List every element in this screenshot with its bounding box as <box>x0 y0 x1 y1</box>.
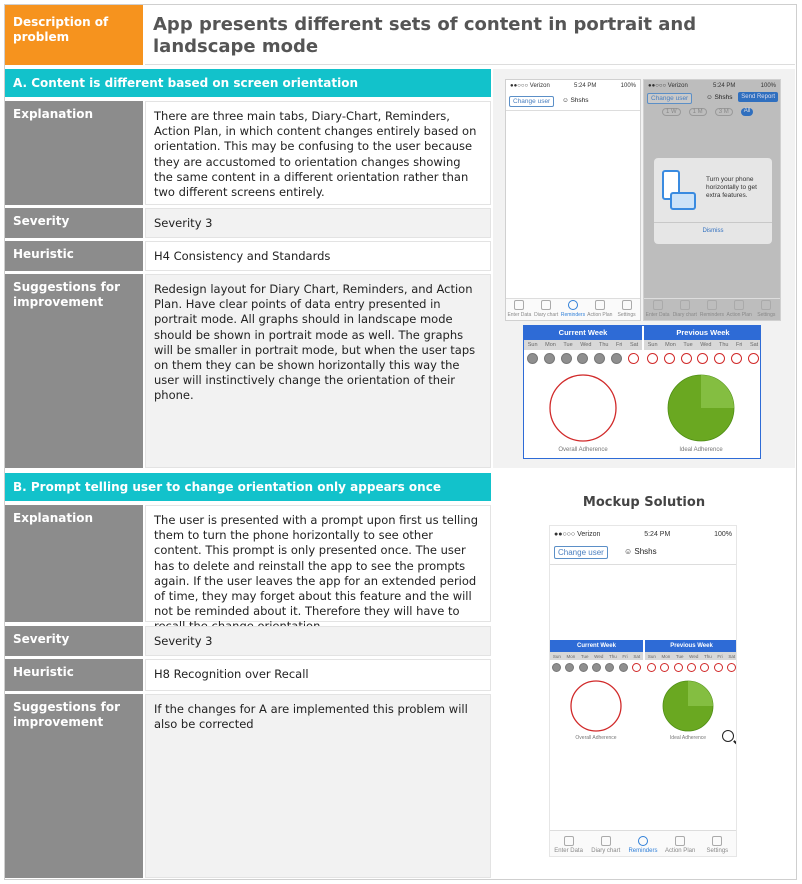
tab-action-plan[interactable]: Action Plan <box>586 300 613 318</box>
carrier: ●●○○○ Verizon <box>648 83 688 89</box>
send-report-button[interactable]: Send Report <box>738 92 778 102</box>
user-name-text: Shshs <box>570 97 589 104</box>
range-1w[interactable]: 1 W <box>662 108 681 116</box>
day-dot-fri[interactable] <box>611 353 622 364</box>
day-dot-wed[interactable] <box>592 663 601 672</box>
a-suggestions-value: Redesign layout for Diary Chart, Reminders, and Action Plan. Have clear points of data entry presented in portrait mode. All graphs should in landscape mode should be shown in portrait mode as well. The graphs will be smaller in portrait mode, but when the user taps on them they can be shown horizontally this way the user will instinctively change the orientation of their phone. <box>145 274 491 468</box>
tab-settings[interactable]: Settings <box>613 300 640 318</box>
a-suggestions-label: Suggestions for improvement <box>5 274 143 468</box>
tab-bar <box>506 298 640 320</box>
a-heuristic-label: Heuristic <box>5 241 143 271</box>
chart-icon <box>680 300 690 310</box>
mockup-phone <box>549 525 737 857</box>
tab-diary-chart[interactable]: Diary chart <box>533 300 560 318</box>
day-dot-sun[interactable] <box>527 353 538 364</box>
gear-icon <box>761 300 771 310</box>
a-heuristic-value: H4 Consistency and Standards <box>145 241 491 271</box>
range-3m[interactable]: 3 M <box>715 108 733 116</box>
tab-settings[interactable]: Settings <box>699 836 736 854</box>
day-dot-sat[interactable] <box>628 353 639 364</box>
tab-enter-data[interactable]: Enter Data <box>506 300 533 318</box>
day-dot-sat[interactable] <box>748 353 759 364</box>
day-dot-mon[interactable] <box>660 663 669 672</box>
status-bar <box>550 526 736 542</box>
day-dot-mon[interactable] <box>565 663 574 672</box>
status-bar <box>506 80 640 92</box>
zoom-in-icon[interactable] <box>722 730 734 742</box>
section-a-title: A. Content is different based on screen orientation <box>5 69 491 97</box>
day-dot-sun[interactable] <box>647 663 656 672</box>
clock: 5:24 PM <box>574 83 597 89</box>
chart-icon <box>601 836 611 846</box>
user-name-text: Shshs <box>714 94 733 101</box>
rotate-prompt-dialog <box>654 158 772 244</box>
b-explanation-value: The user is presented with a prompt upon first us telling them to turn the phone horizontally to see other content. This prompt is only presented once. The user has to delete and reinstall the app to see the prompts again. If the user leaves the app for an extended period of time, they may forget about this feature and the will not be reminded about it. Therefore they will have to <box>145 505 491 622</box>
previous-week-days: Sun Mon Tue Wed Thu Fri Sat <box>644 340 761 350</box>
adherence-ring <box>571 681 621 731</box>
day-dot-fri[interactable] <box>619 663 628 672</box>
previous-week-days: Sun Mon Tue Wed Thu Fri Sat <box>645 652 737 660</box>
mockup-title: Mockup Solution <box>582 495 706 510</box>
day-dot-tue[interactable] <box>579 663 588 672</box>
tab-diary-chart[interactable]: Diary chart <box>671 300 698 318</box>
overall-adherence-label: Overall Adherence <box>558 447 608 453</box>
tab-settings[interactable]: Settings <box>753 300 780 318</box>
lungs-icon <box>734 300 744 310</box>
day-dot-wed[interactable] <box>687 663 696 672</box>
current-week-days: Sun Mon Tue Wed Thu Fri Sat <box>524 340 642 350</box>
overall-adherence-chart[interactable] <box>570 680 622 732</box>
current-week-days: Sun Mon Tue Wed Thu Fri Sat <box>550 652 643 660</box>
divider <box>506 110 640 111</box>
page-title: App presents different sets of content in portrait and landscape mode <box>145 5 795 65</box>
overall-adherence-chart[interactable] <box>549 374 617 442</box>
overall-adherence-ring <box>549 374 617 442</box>
day-dot-thu[interactable] <box>714 353 725 364</box>
prompt-text: Turn your phone horizontally to get extra features. <box>706 176 757 199</box>
tab-action-plan[interactable]: Action Plan <box>726 300 753 318</box>
change-user-button[interactable]: Change user <box>647 93 692 104</box>
clock: 5:24 PM <box>713 83 736 89</box>
day-dot-wed[interactable] <box>577 353 588 364</box>
status-bar <box>644 80 780 92</box>
day-dot-mon[interactable] <box>664 353 675 364</box>
day-dot-fri[interactable] <box>731 353 742 364</box>
b-suggestions-value: If the changes for A are implemented this problem will also be corrected <box>145 694 491 878</box>
ideal-adherence-label: Ideal Adherence <box>669 735 707 741</box>
user-name <box>706 94 733 101</box>
divider <box>550 564 736 565</box>
description-label: Description of problem <box>5 5 143 65</box>
battery: 100% <box>760 83 776 89</box>
tab-action-plan[interactable]: Action Plan <box>662 836 699 854</box>
gear-icon <box>622 300 632 310</box>
battery: 100% <box>620 83 636 89</box>
day-dot-thu[interactable] <box>700 663 709 672</box>
b-heuristic-label: Heuristic <box>5 659 143 691</box>
current-week-dots <box>524 351 642 365</box>
b-heuristic-value: H8 Recognition over Recall <box>145 659 491 691</box>
b-severity-label: Severity <box>5 626 143 656</box>
tab-reminders[interactable]: Reminders <box>698 300 725 318</box>
current-week-header: Current Week <box>550 640 643 652</box>
user-icon: ☺ <box>706 94 715 101</box>
adherence-ring <box>550 375 616 441</box>
carrier: ●●○○○ Verizon <box>510 83 550 89</box>
user-name-text: Shshs <box>634 547 657 556</box>
day-dot-wed[interactable] <box>697 353 708 364</box>
overall-adherence-ring <box>570 680 622 732</box>
previous-week-dots <box>644 351 761 365</box>
clock: 5:24 PM <box>644 530 671 538</box>
day-dot-sun[interactable] <box>552 663 561 672</box>
battery: 100% <box>714 530 732 538</box>
previous-week-header: Previous Week <box>645 640 737 652</box>
day-dot-thu[interactable] <box>605 663 614 672</box>
range-selector <box>662 108 753 116</box>
range-1m[interactable]: 1 M <box>689 108 707 116</box>
lungs-icon <box>675 836 685 846</box>
a-severity-value: Severity 3 <box>145 208 491 238</box>
enter-data-icon <box>514 300 524 310</box>
ideal-adherence-chart[interactable] <box>667 374 735 442</box>
user-name <box>562 97 589 104</box>
a-severity-label: Severity <box>5 208 143 238</box>
alarm-clock-icon <box>638 836 648 846</box>
change-user-button[interactable]: Change user <box>509 96 554 107</box>
day-dot-mon[interactable] <box>544 353 555 364</box>
previous-week-header: Previous Week <box>644 326 761 340</box>
previous-week-dots <box>645 661 737 673</box>
portrait-screenshot <box>505 79 641 321</box>
section-b-title: B. Prompt telling user to change orientation only appears once <box>5 473 491 501</box>
ideal-slice-highlight <box>701 375 734 408</box>
dismiss-button[interactable]: Dismiss <box>702 228 724 234</box>
carrier: ●●○○○ Verizon <box>554 530 601 538</box>
mockup-chart <box>550 640 737 744</box>
tab-enter-data[interactable]: Enter Data <box>550 836 587 854</box>
dialog-divider <box>654 222 772 223</box>
tab-diary-chart[interactable]: Diary chart <box>587 836 624 854</box>
b-severity-value: Severity 3 <box>145 626 491 656</box>
current-week-dots <box>550 661 643 673</box>
a-explanation-label: Explanation <box>5 101 143 205</box>
day-dot-tue[interactable] <box>681 353 692 364</box>
enter-data-icon <box>564 836 574 846</box>
ideal-adherence-label: Ideal Adherence <box>679 447 723 453</box>
b-suggestions-label: Suggestions for improvement <box>5 694 143 878</box>
tab-bar <box>550 830 736 856</box>
user-icon: ☺ <box>624 547 635 556</box>
portrait-prompt-screenshot <box>643 79 781 321</box>
ideal-adherence-chart[interactable] <box>662 680 714 732</box>
user-icon: ☺ <box>562 97 571 104</box>
enter-data-icon <box>653 300 663 310</box>
a-explanation-value: There are three main tabs, Diary-Chart, Reminders, Action Plan, in which content changes entirely based on orientation. This may be confusing to the user because they are accustomed to orientation changes showing the same content in a different orientation rather than two different screens entirely. <box>145 101 491 205</box>
b-explanation-label: Explanation <box>5 505 143 622</box>
range-all[interactable]: All <box>741 108 754 116</box>
overall-adherence-label: Overall Adherence <box>575 735 617 741</box>
ideal-slice-highlight <box>688 681 713 706</box>
day-dot-sat[interactable] <box>727 663 736 672</box>
rotate-phone-icon <box>662 170 692 214</box>
day-dot-sat[interactable] <box>632 663 641 672</box>
tab-reminders[interactable]: Reminders <box>624 836 661 854</box>
day-dot-thu[interactable] <box>594 353 605 364</box>
ideal-adherence-pie <box>662 680 714 732</box>
day-dot-tue[interactable] <box>674 663 683 672</box>
ideal-adherence-pie <box>667 374 735 442</box>
tab-reminders[interactable]: Reminders <box>560 300 587 318</box>
change-user-button[interactable]: Change user <box>554 546 608 559</box>
chart-icon <box>541 300 551 310</box>
day-dot-fri[interactable] <box>714 663 723 672</box>
lungs-icon <box>595 300 605 310</box>
section-a-screenshots-panel <box>493 69 795 468</box>
user-name <box>624 547 657 556</box>
tab-enter-data[interactable]: Enter Data <box>644 300 671 318</box>
day-dot-tue[interactable] <box>561 353 572 364</box>
tab-bar <box>644 298 780 320</box>
alarm-clock-icon <box>568 300 578 310</box>
day-dot-sun[interactable] <box>647 353 658 364</box>
current-week-header: Current Week <box>524 326 642 340</box>
landscape-chart-screenshot <box>523 325 761 459</box>
gear-icon <box>712 836 722 846</box>
mockup-panel <box>493 473 795 878</box>
alarm-clock-icon <box>707 300 717 310</box>
